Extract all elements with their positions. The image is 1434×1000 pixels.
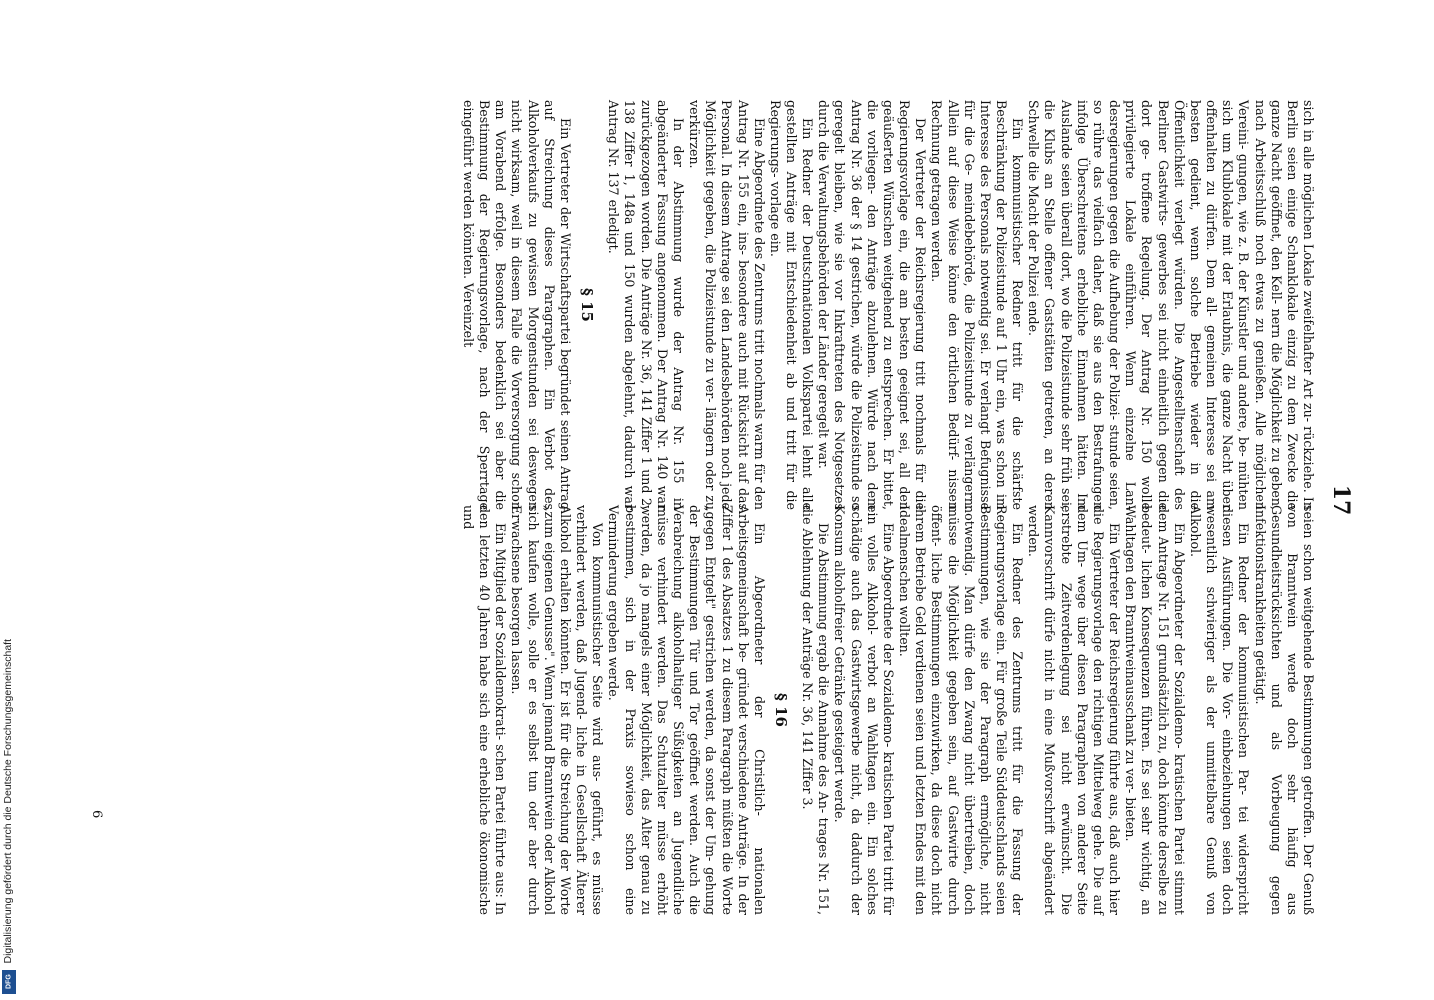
section-heading: § 15 xyxy=(578,288,597,322)
paragraph: Der Vertreter der Reichsregierung tritt nochmals für die Regierungsvorlage ein, die am besten geeignet sei, all den geäußerten Wünschen weitgehend zu entsprechen. Er bittet, die vorliegen- den Anträge abzulehnen. Würde nach dem Antrag Nr. 36 der § 14 gestrichen, würde die Polizeistunde so geregelt bleiben, wie sie vor Inkrafttreten des Notgesetzes durch die Verwaltungsbehörden der Länder geregelt war. xyxy=(816,100,929,510)
right-column xyxy=(460,505,1316,915)
paragraph: Ein Redner der Deutschnationalen Volkspartei lehnt alle gestellten Anträge mit Entschiedenheit ab und tritt für die Regierungs- vorlage ein. xyxy=(767,100,816,510)
paragraph: seien schon weitgehende Bestimmungen getroffen. Der Genuß von Branntwein werde doch sehr häufig aus Gesundheitsrücksichten und als Vorbeugung gegen Infektionskrankheiten getätigt. xyxy=(1252,505,1316,915)
paragraph: Ein Abgeordneter der Sozialdemo- kratischen Partei stimmt dem Antrage Nr. 151 grundsätzlich zu, doch könnte derselbe zu bedeut- lichen Konsequenzen führen. Es sei sehr wichtig, an Wahltagen den Branntweinausschank zu ver- bieten. xyxy=(1123,505,1187,915)
dfg-logo-icon: DFG xyxy=(2,970,16,994)
paragraph: Von kommunistischer Seite wird aus- geführt, es müsse verhindert werden, daß Jugend- liche in Gesellschaft Älterer Alkohol erhalten könnten. Er ist für die Streichung der Worte „zum eigenen Genusse". Wenn jemand Branntwein oder Alkohol sich kaufen wolle, solle er es selbst tun oder aber durch Erwachsene besorgen lassen. xyxy=(509,505,606,915)
paragraph: Ein Redner der kommunistischen Par- tei widerspricht diesen Ausführungen. Die Vor- einbeziehungen seien doch wesentlich schwieriger als der unmittelbare Genuß von Alkohol. xyxy=(1187,505,1252,915)
paragraph: Eine Abgeordnete des Zentrums tritt nochmals warm für den Antrag Nr. 155 ein, ins- besondere auch mit Rücksicht auf das Personal. In diesem Antrage sei den Landesbehörden noch jede Möglichkeit gegeben, die Polizeistunde zu ver- längern oder zu verkürzen. xyxy=(687,100,767,510)
paragraph: Ein Abgeordneter der Christlich- nationalen Arbeitsgemeinschaft be- gründet verschiedene Anträge. In der Ziffer 1 des Absatzes 1 zu diesem Paragraph müßten die Worte „gegen Entgelt" gestrichen werden, da sonst der Um- gehung der Bestimmungen Tür und Tor geöffnet werden. Auch die Verabreichung alkoholhaltiger Süßigkeiten an Jugendliche müsse verhindert werden. Das Schutzalter müsse erhöht werden, da jo mangels einer Möglichkeit, das Alter genau zu bestimmen, sich in der Praxis sowieso schon eine Verminderung ergeben werde. xyxy=(606,505,767,915)
page-number: 17 xyxy=(1328,484,1354,516)
left-column xyxy=(460,100,1316,510)
paragraph: Eine Abgeordnete der Sozialdemo- kratischen Partei tritt für ein volles Alkohol- verbot an Wahltagen ein. Ein solches schädige auch das Gastwirtsgewerbe nicht, da dadurch der Konsum alkoholfreier Getränke gesteigert werde. xyxy=(832,505,896,915)
paragraph: Die Abstimmung ergab die Annahme des An- trages Nr. 151, die Ablehnung der Anträge Nr. 36, 141 Ziffer 3. xyxy=(800,505,832,915)
paragraph: Ein kommunistischer Redner tritt für die schärfste Beschränkung der Polizeistunde auf 1 Uhr ein, was schon im Interesse des Personals notwendig sei. Er verlangt Befugnisse für die Ge- meindebehörde, die Polizeistunde zu verlängern. Allein auf diese Weise könne den örtlichen Bedürf- nissen Rechnung getragen werden. xyxy=(929,100,1026,510)
paragraph: sich in alle möglichen Lokale zweifelhafter Art zu- rückziehe. In Berlin seien einige Schanklokale einzig zu dem Zwecke die ganze Nacht geöffnet, den Kell- nern die Möglichkeit zu geben, nach Arbeitsschluß noch etwas zu genießen. Alle möglichen Vereini- gungen, wie z. B. der Künstler und andere, be- mühten sich um Klublokale mit der Erlaubnis, die ganze Nacht über offenhalten zu dürfen. Dem all- gemeinen Interesse sei am besten gedient, wenn solche Betriebe wieder in die Öffentlichkeit verlegt würden. Die Angestelltenschaft des Berliner Gastwirts- gewerbes sei nicht einheitlich gegen die dort ge- troffene Regelung. Der Antrag Nr. 150 wolle privilegierte Lokale einführen. Wenn einzelne Lan- desregierungen gegen die Aufhebung der Polizei- stunde seien, so rühre das vielfach daher, daß sie aus den Bestrafungen infolge Überschreitens erhebliche Einnahmen hätten. Im Auslande seien überall dort, wo die Polizeistunde sehr früh sei, die Klubs an Stelle offener Gaststätten getreten, an deren Schwelle die Macht der Polizei ende. xyxy=(1026,100,1316,510)
paragraph: In der Abstimmung wurde der Antrag Nr. 155 in abgeänderter Fassung angenommen. Der Antrag Nr. 140 war zurückgezogen worden. Die Anträge Nr. 36, 141 Ziffer 1 und 2, 138 Ziffer 1, 148a und 150 wurden abgelehnt, dadurch war Antrag Nr. 137 erledigt. xyxy=(606,100,686,510)
digitization-note: Digitalisierung gefördert durch die Deutsche Forschungsgemeinschaft xyxy=(2,639,14,964)
section-heading: § 16 xyxy=(772,693,790,727)
paragraph: Ein Redner des Zentrums tritt für die Fassung der Regierungsvorlage ein. Für große Teile Süddeutschlands seien Bestimmungen, wie sie der Paragraph ermögliche, nicht notwendig. Man dürfe den Zwang nicht übertreiben, doch müsse die Möglichkeit gegeben sein, auf Gastwirte durch öffent- liche Bestimmungen einzuwirken, da diese doch nicht ihrem Betriebe Geld verdienen seien und letzten Endes mit den Idealmenschen wollten. xyxy=(897,505,1026,915)
paragraph: Ein Vertreter der Reichsregierung führte aus, daß auch hier die Regierungsvorlage den richtigen Mittelweg gehe. Die auf dem Um- wege über diesen Paragraphen von anderer Seite erstrebte Zeitverdenlegung sei nicht erwünscht. Die Kannvorschrift dürfe nicht in eine Mußvorschrift abgeändert werden. xyxy=(1026,505,1123,915)
paragraph: Ein Mitglied der Sozialdemokrati- schen Partei führte aus: In den letzten 40 Jahren habe sich eine erhebliche ökonomische und xyxy=(461,505,509,915)
paragraph: Ein Vertreter der Wirtschaftspartei begründet seinen Antrag auf Streichung dieses Paragraphen. Ein Verbot des Alkoholverkaufs zu gewissen Morgenstunden sei deswegen nicht wirksam, weil in diesem Falle die Vorversorgung schon am Vorabend erfolge. Besonders bedenklich sei aber die Bestimmung der Regierungsvorlage, nach der Sperrtage eingeführt werden könnten. Vereinzelt xyxy=(461,100,573,510)
printer-signature: 6 xyxy=(89,810,104,819)
